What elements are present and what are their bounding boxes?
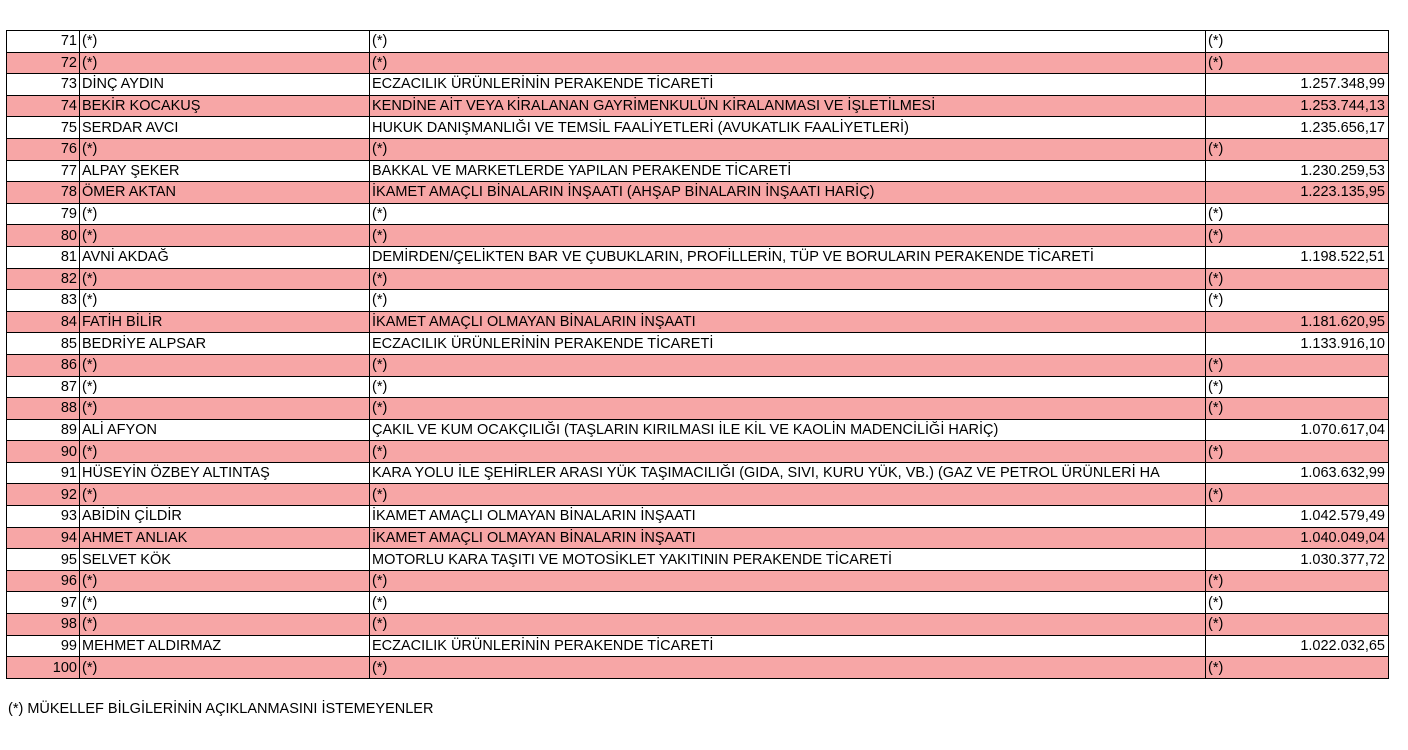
taxpayer-name-cell: BEKİR KOCAKUŞ bbox=[80, 95, 370, 117]
amount-cell: 1.230.259,53 bbox=[1206, 160, 1389, 182]
taxpayer-name-cell: AHMET ANLIAK bbox=[80, 527, 370, 549]
table-row bbox=[7, 117, 1389, 139]
table-row bbox=[7, 549, 1389, 571]
taxpayer-name-cell: (*) bbox=[80, 376, 370, 398]
taxpayer-name-cell: (*) bbox=[80, 290, 370, 312]
taxpayer-name-cell: AVNİ AKDAĞ bbox=[80, 246, 370, 268]
activity-cell: İKAMET AMAÇLI OLMAYAN BİNALARIN İNŞAATI bbox=[370, 311, 1206, 333]
row-number-cell: 76 bbox=[7, 138, 80, 160]
activity-cell: MOTORLU KARA TAŞITI VE MOTOSİKLET YAKITININ PERAKENDE TİCARETİ bbox=[370, 549, 1206, 571]
table-row bbox=[7, 203, 1389, 225]
table-row bbox=[7, 614, 1389, 636]
amount-cell: 1.235.656,17 bbox=[1206, 117, 1389, 139]
taxpayer-name-cell: ÖMER AKTAN bbox=[80, 182, 370, 204]
amount-cell: (*) bbox=[1206, 52, 1389, 74]
amount-cell: (*) bbox=[1206, 138, 1389, 160]
activity-cell: KENDİNE AİT VEYA KİRALANAN GAYRİMENKULÜN KİRALANMASI VE İŞLETİLMESİ bbox=[370, 95, 1206, 117]
table-row bbox=[7, 506, 1389, 528]
activity-cell: ECZACILIK ÜRÜNLERİNİN PERAKENDE TİCARETİ bbox=[370, 333, 1206, 355]
row-number-cell: 94 bbox=[7, 527, 80, 549]
row-number-cell: 86 bbox=[7, 354, 80, 376]
table-row bbox=[7, 268, 1389, 290]
taxpayer-table-container bbox=[6, 30, 1388, 679]
amount-cell: 1.022.032,65 bbox=[1206, 635, 1389, 657]
taxpayer-name-cell: BEDRİYE ALPSAR bbox=[80, 333, 370, 355]
taxpayer-name-cell: (*) bbox=[80, 52, 370, 74]
activity-cell: İKAMET AMAÇLI OLMAYAN BİNALARIN İNŞAATI bbox=[370, 527, 1206, 549]
activity-cell: (*) bbox=[370, 657, 1206, 679]
amount-cell: 1.223.135,95 bbox=[1206, 182, 1389, 204]
table-row bbox=[7, 570, 1389, 592]
amount-cell: (*) bbox=[1206, 592, 1389, 614]
table-row bbox=[7, 484, 1389, 506]
amount-cell: (*) bbox=[1206, 398, 1389, 420]
amount-cell: 1.063.632,99 bbox=[1206, 462, 1389, 484]
amount-cell: (*) bbox=[1206, 290, 1389, 312]
table-row bbox=[7, 333, 1389, 355]
activity-cell: ÇAKIL VE KUM OCAKÇILIĞI (TAŞLARIN KIRILMASI İLE KİL VE KAOLİN MADENCİLİĞİ HARİÇ) bbox=[370, 419, 1206, 441]
row-number-cell: 99 bbox=[7, 635, 80, 657]
footnote: (*) MÜKELLEF BİLGİLERİNİN AÇIKLANMASINI İSTEMEYENLER bbox=[8, 701, 434, 717]
row-number-cell: 89 bbox=[7, 419, 80, 441]
row-number-cell: 82 bbox=[7, 268, 80, 290]
activity-cell: DEMİRDEN/ÇELİKTEN BAR VE ÇUBUKLARIN, PROFİLLERİN, TÜP VE BORULARIN PERAKENDE TİCARETİ bbox=[370, 246, 1206, 268]
amount-cell: (*) bbox=[1206, 203, 1389, 225]
taxpayer-name-cell: DİNÇ AYDIN bbox=[80, 74, 370, 96]
row-number-cell: 97 bbox=[7, 592, 80, 614]
amount-cell: (*) bbox=[1206, 376, 1389, 398]
row-number-cell: 83 bbox=[7, 290, 80, 312]
amount-cell: 1.133.916,10 bbox=[1206, 333, 1389, 355]
row-number-cell: 85 bbox=[7, 333, 80, 355]
amount-cell: 1.198.522,51 bbox=[1206, 246, 1389, 268]
taxpayer-name-cell: ALPAY ŞEKER bbox=[80, 160, 370, 182]
table-row bbox=[7, 95, 1389, 117]
taxpayer-name-cell: (*) bbox=[80, 657, 370, 679]
taxpayer-name-cell: MEHMET ALDIRMAZ bbox=[80, 635, 370, 657]
amount-cell: (*) bbox=[1206, 354, 1389, 376]
table-row bbox=[7, 182, 1389, 204]
taxpayer-name-cell: SELVET KÖK bbox=[80, 549, 370, 571]
taxpayer-name-cell: HÜSEYİN ÖZBEY ALTINTAŞ bbox=[80, 462, 370, 484]
row-number-cell: 95 bbox=[7, 549, 80, 571]
row-number-cell: 73 bbox=[7, 74, 80, 96]
amount-cell: (*) bbox=[1206, 657, 1389, 679]
table-row bbox=[7, 354, 1389, 376]
taxpayer-table-body bbox=[7, 31, 1389, 679]
taxpayer-name-cell: ALİ AFYON bbox=[80, 419, 370, 441]
activity-cell: (*) bbox=[370, 268, 1206, 290]
table-row bbox=[7, 31, 1389, 53]
amount-cell: (*) bbox=[1206, 570, 1389, 592]
table-row bbox=[7, 441, 1389, 463]
taxpayer-name-cell: FATİH BİLİR bbox=[80, 311, 370, 333]
taxpayer-name-cell: (*) bbox=[80, 570, 370, 592]
table-row bbox=[7, 225, 1389, 247]
amount-cell: 1.042.579,49 bbox=[1206, 506, 1389, 528]
table-row bbox=[7, 398, 1389, 420]
row-number-cell: 90 bbox=[7, 441, 80, 463]
taxpayer-name-cell: (*) bbox=[80, 138, 370, 160]
amount-cell: (*) bbox=[1206, 225, 1389, 247]
taxpayer-name-cell: (*) bbox=[80, 614, 370, 636]
row-number-cell: 88 bbox=[7, 398, 80, 420]
taxpayer-table bbox=[6, 30, 1389, 679]
row-number-cell: 74 bbox=[7, 95, 80, 117]
activity-cell: (*) bbox=[370, 225, 1206, 247]
table-row bbox=[7, 290, 1389, 312]
taxpayer-name-cell: SERDAR AVCI bbox=[80, 117, 370, 139]
row-number-cell: 75 bbox=[7, 117, 80, 139]
activity-cell: (*) bbox=[370, 398, 1206, 420]
activity-cell: (*) bbox=[370, 376, 1206, 398]
taxpayer-name-cell: (*) bbox=[80, 268, 370, 290]
table-row bbox=[7, 527, 1389, 549]
row-number-cell: 92 bbox=[7, 484, 80, 506]
activity-cell: (*) bbox=[370, 31, 1206, 53]
activity-cell: (*) bbox=[370, 290, 1206, 312]
row-number-cell: 93 bbox=[7, 506, 80, 528]
row-number-cell: 72 bbox=[7, 52, 80, 74]
amount-cell: (*) bbox=[1206, 31, 1389, 53]
activity-cell: (*) bbox=[370, 203, 1206, 225]
row-number-cell: 87 bbox=[7, 376, 80, 398]
taxpayer-name-cell: (*) bbox=[80, 31, 370, 53]
taxpayer-name-cell: (*) bbox=[80, 398, 370, 420]
activity-cell: ECZACILIK ÜRÜNLERİNİN PERAKENDE TİCARETİ bbox=[370, 635, 1206, 657]
activity-cell: (*) bbox=[370, 484, 1206, 506]
taxpayer-name-cell: (*) bbox=[80, 441, 370, 463]
row-number-cell: 81 bbox=[7, 246, 80, 268]
taxpayer-name-cell: (*) bbox=[80, 203, 370, 225]
activity-cell: (*) bbox=[370, 592, 1206, 614]
amount-cell: 1.040.049,04 bbox=[1206, 527, 1389, 549]
activity-cell: (*) bbox=[370, 570, 1206, 592]
row-number-cell: 96 bbox=[7, 570, 80, 592]
table-row bbox=[7, 160, 1389, 182]
table-row bbox=[7, 462, 1389, 484]
taxpayer-name-cell: (*) bbox=[80, 225, 370, 247]
row-number-cell: 79 bbox=[7, 203, 80, 225]
amount-cell: (*) bbox=[1206, 441, 1389, 463]
activity-cell: HUKUK DANIŞMANLIĞI VE TEMSİL FAALİYETLERİ (AVUKATLIK FAALİYETLERİ) bbox=[370, 117, 1206, 139]
amount-cell: (*) bbox=[1206, 614, 1389, 636]
row-number-cell: 91 bbox=[7, 462, 80, 484]
amount-cell: (*) bbox=[1206, 268, 1389, 290]
table-row bbox=[7, 74, 1389, 96]
activity-cell: İKAMET AMAÇLI OLMAYAN BİNALARIN İNŞAATI bbox=[370, 506, 1206, 528]
activity-cell: (*) bbox=[370, 138, 1206, 160]
activity-cell: ECZACILIK ÜRÜNLERİNİN PERAKENDE TİCARETİ bbox=[370, 74, 1206, 96]
taxpayer-name-cell: (*) bbox=[80, 354, 370, 376]
amount-cell: 1.253.744,13 bbox=[1206, 95, 1389, 117]
table-row bbox=[7, 52, 1389, 74]
table-row bbox=[7, 592, 1389, 614]
table-row bbox=[7, 376, 1389, 398]
activity-cell: (*) bbox=[370, 52, 1206, 74]
table-row bbox=[7, 138, 1389, 160]
activity-cell: (*) bbox=[370, 354, 1206, 376]
amount-cell: 1.257.348,99 bbox=[1206, 74, 1389, 96]
row-number-cell: 84 bbox=[7, 311, 80, 333]
row-number-cell: 71 bbox=[7, 31, 80, 53]
taxpayer-name-cell: ABİDİN ÇİLDİR bbox=[80, 506, 370, 528]
table-row bbox=[7, 311, 1389, 333]
row-number-cell: 98 bbox=[7, 614, 80, 636]
amount-cell: 1.181.620,95 bbox=[1206, 311, 1389, 333]
table-row bbox=[7, 246, 1389, 268]
taxpayer-name-cell: (*) bbox=[80, 484, 370, 506]
activity-cell: (*) bbox=[370, 441, 1206, 463]
row-number-cell: 100 bbox=[7, 657, 80, 679]
activity-cell: (*) bbox=[370, 614, 1206, 636]
table-row bbox=[7, 419, 1389, 441]
activity-cell: BAKKAL VE MARKETLERDE YAPILAN PERAKENDE TİCARETİ bbox=[370, 160, 1206, 182]
row-number-cell: 78 bbox=[7, 182, 80, 204]
taxpayer-name-cell: (*) bbox=[80, 592, 370, 614]
amount-cell: (*) bbox=[1206, 484, 1389, 506]
table-row bbox=[7, 657, 1389, 679]
activity-cell: KARA YOLU İLE ŞEHİRLER ARASI YÜK TAŞIMACILIĞI (GIDA, SIVI, KURU YÜK, VB.) (GAZ VE PETROL ÜRÜNLERİ HA bbox=[370, 462, 1206, 484]
amount-cell: 1.030.377,72 bbox=[1206, 549, 1389, 571]
amount-cell: 1.070.617,04 bbox=[1206, 419, 1389, 441]
row-number-cell: 80 bbox=[7, 225, 80, 247]
table-row bbox=[7, 635, 1389, 657]
row-number-cell: 77 bbox=[7, 160, 80, 182]
activity-cell: İKAMET AMAÇLI BİNALARIN İNŞAATI (AHŞAP BİNALARIN İNŞAATI HARİÇ) bbox=[370, 182, 1206, 204]
